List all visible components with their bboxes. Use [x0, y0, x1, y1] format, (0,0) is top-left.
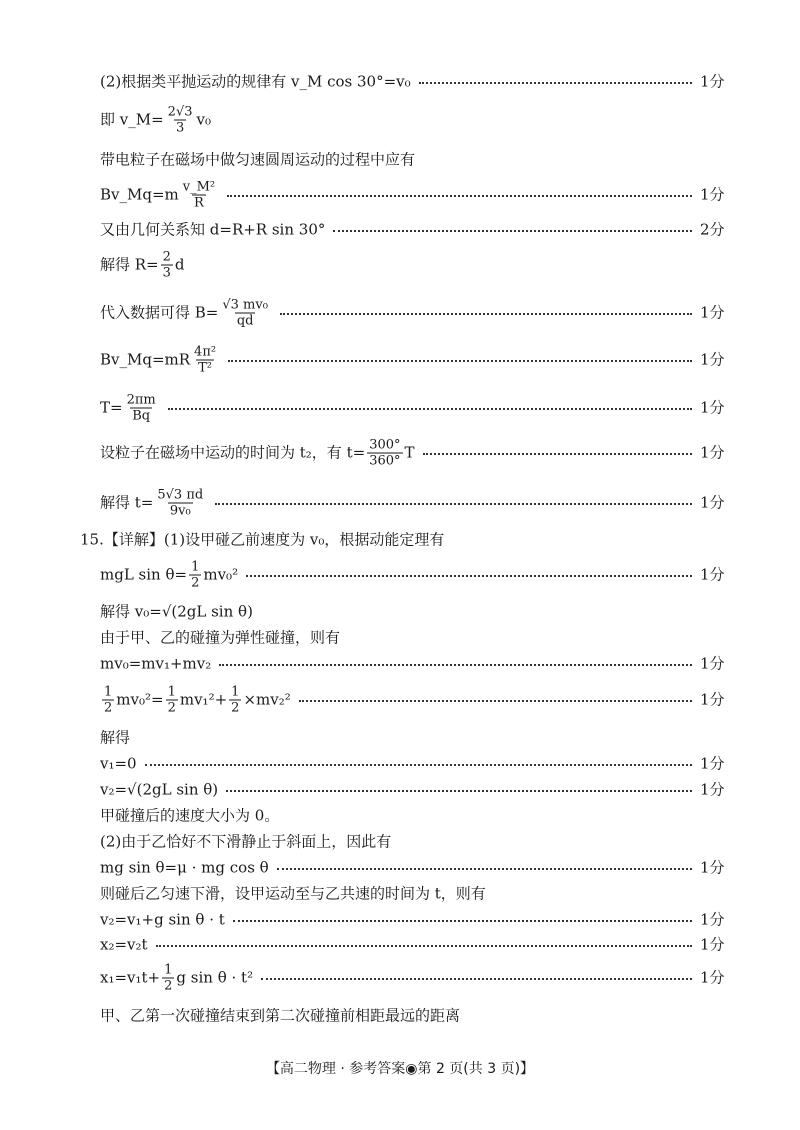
score-label: 1分: [700, 690, 725, 709]
line-text: mg sin θ=μ · mg cos θ: [100, 858, 269, 877]
score-label: 1分: [700, 398, 725, 417]
fraction-numerator: 300°: [369, 437, 401, 453]
fraction-numerator: 1: [164, 962, 173, 978]
score-label: 1分: [700, 303, 725, 322]
formula-text: Bv_Mq=m: [100, 185, 179, 204]
leader-dots: [156, 945, 692, 947]
line-text: v₂=v₁+g sin θ · t: [100, 910, 225, 929]
leader-dots: [233, 920, 692, 922]
solution-line: [0, 210, 800, 250]
solution-line: [0, 644, 800, 684]
fraction-numerator: √3 mv₀: [222, 297, 268, 313]
solution-line: [0, 100, 800, 140]
leader-dots: [227, 195, 692, 197]
formula-text: g sin θ · t²: [176, 968, 254, 987]
page-footer: 【高二物理 · 参考答案◉第 2 页(共 3 页)】: [265, 1061, 535, 1077]
score-label: 1分: [700, 185, 725, 204]
fraction-numerator: v_M²: [182, 179, 216, 195]
formula-text: 设粒子在磁场中运动的时间为 t₂，有 t=: [100, 443, 366, 462]
fraction: [189, 561, 201, 590]
line-text: 由于甲、乙的碰撞为弹性碰撞，则有: [100, 628, 341, 647]
formula-text: 解得 t=: [100, 493, 154, 512]
fraction: [155, 489, 205, 518]
line-content: [100, 394, 160, 423]
line-content: [100, 181, 219, 210]
score-label: 1分: [700, 968, 725, 987]
leader-dots: [280, 313, 692, 315]
line-text: 解得: [100, 728, 131, 747]
solution-line: [0, 175, 800, 215]
fraction: [181, 181, 217, 210]
leader-dots: [215, 503, 692, 505]
leader-dots: [228, 360, 692, 362]
solution-line: [0, 555, 800, 595]
formula-text: mv₁²+: [179, 690, 228, 709]
fraction-numerator: 1: [191, 559, 200, 575]
fraction-denominator: 2: [231, 700, 240, 716]
score-label: 2分: [700, 220, 725, 239]
solution-line: [0, 433, 800, 473]
solution-line: [0, 140, 800, 180]
score-label: 1分: [700, 654, 725, 673]
fraction-denominator: 2: [167, 700, 176, 716]
line-content: [100, 964, 253, 993]
fraction-numerator: 2πm: [126, 392, 156, 408]
fraction-denominator: 2: [191, 575, 200, 591]
score-label: 1分: [700, 443, 725, 462]
line-content: [100, 299, 272, 328]
solution-line: [0, 245, 800, 285]
solution-line: [0, 483, 800, 523]
formula-text: mv₀²=: [116, 690, 164, 709]
fraction-denominator: 9v₀: [169, 503, 191, 519]
formula-text: T=: [100, 398, 123, 417]
line-content: [100, 251, 185, 280]
fraction-numerator: 1: [104, 684, 113, 700]
leader-dots: [219, 664, 692, 666]
fraction: [229, 686, 241, 715]
solution-line: [0, 340, 800, 380]
fraction-denominator: 2: [164, 978, 173, 994]
fraction-numerator: 1: [167, 684, 176, 700]
formula-text: 即 v_M=: [100, 110, 164, 129]
fraction: [161, 251, 173, 280]
fraction: [367, 439, 402, 468]
line-text: 带电粒子在磁场中做匀速圆周运动的过程中应有: [100, 150, 416, 169]
line-text: v₁=0: [100, 754, 137, 773]
line-content: [100, 439, 415, 468]
line-text: 甲、乙第一次碰撞结束到第二次碰撞前相距最远的距离: [100, 1006, 461, 1025]
line-content: [100, 220, 326, 239]
score-label: 1分: [700, 858, 725, 877]
score-label: 1分: [700, 565, 725, 584]
leader-dots: [277, 868, 692, 870]
line-text: (2)根据类平抛运动的规律有 v_M cos 30°=v₀: [100, 72, 411, 91]
solution-line: [0, 680, 800, 720]
fraction-denominator: 2: [104, 700, 113, 716]
fraction: [192, 346, 218, 375]
line-content: [100, 346, 220, 375]
score-label: 1分: [700, 780, 725, 799]
line-content: [100, 106, 211, 135]
score-label: 1分: [700, 493, 725, 512]
solution-line: [0, 958, 800, 998]
formula-text: v₀: [196, 110, 211, 129]
score-label: 1分: [700, 72, 725, 91]
formula-text: d: [174, 255, 185, 274]
fraction-denominator: 3: [162, 265, 171, 281]
fraction: [166, 106, 195, 135]
line-text: 则碰后乙匀速下滑，设甲运动至与乙共速的时间为 t，则有: [100, 884, 486, 903]
fraction-denominator: 3: [175, 120, 185, 136]
fraction-numerator: 2: [162, 249, 171, 265]
line-text: 甲碰撞后的速度大小为 0。: [100, 806, 280, 825]
line-content: [100, 935, 148, 954]
line-content: [100, 489, 207, 518]
line-text: (2)由于乙恰好不下滑静止于斜面上，因此有: [100, 832, 392, 851]
score-label: 1分: [700, 935, 725, 954]
leader-dots: [168, 408, 692, 410]
leader-dots: [246, 575, 692, 577]
leader-dots: [333, 230, 692, 232]
formula-text: ×mv₂²: [243, 690, 291, 709]
solution-line: [0, 293, 800, 333]
fraction: [220, 299, 270, 328]
formula-text: mgL sin θ=: [100, 565, 188, 584]
fraction: [166, 686, 178, 715]
solution-line: [0, 388, 800, 428]
line-text: v₂=√(2gL sin θ): [100, 780, 219, 799]
fraction-numerator: 2√3: [167, 104, 193, 120]
leader-dots: [145, 764, 692, 766]
fraction-numerator: 1: [231, 684, 240, 700]
formula-text: 代入数据可得 B=: [100, 303, 219, 322]
fraction-denominator: Bq: [132, 408, 151, 424]
fraction-denominator: qd: [236, 313, 254, 329]
formula-text: Bv_Mq=mR: [100, 350, 191, 369]
fraction: [125, 394, 158, 423]
score-label: 1分: [700, 350, 725, 369]
line-content: [100, 150, 416, 169]
fraction-numerator: 4π²: [194, 344, 217, 360]
line-text: 解得 v₀=√(2gL sin θ): [100, 602, 253, 621]
leader-dots: [261, 978, 692, 980]
fraction-denominator: T²: [198, 360, 212, 376]
solution-line: [0, 62, 800, 102]
fraction: [162, 964, 174, 993]
formula-text: 解得 R=: [100, 255, 159, 274]
line-content: [100, 686, 291, 715]
fraction-numerator: 5√3 πd: [157, 487, 204, 503]
line-text: 又由几何关系知 d=R+R sin 30°: [100, 220, 326, 239]
line-content: [100, 72, 411, 91]
solution-line: [0, 520, 800, 560]
leader-dots: [419, 82, 692, 84]
line-text: 15.【详解】(1)设甲碰乙前速度为 v₀，根据动能定理有: [80, 530, 445, 549]
line-text: mv₀=mv₁+mv₂: [100, 654, 212, 673]
line-content: [80, 530, 445, 549]
leader-dots: [226, 790, 692, 792]
formula-text: x₁=v₁t+: [100, 968, 161, 987]
line-content: [100, 1006, 461, 1025]
fraction-denominator: 360°: [369, 453, 401, 469]
fraction-denominator: R: [194, 195, 204, 211]
formula-text: mv₀²: [203, 565, 239, 584]
leader-dots: [299, 700, 692, 702]
line-content: [100, 561, 238, 590]
score-label: 1分: [700, 754, 725, 773]
formula-text: T: [404, 443, 415, 462]
fraction: [102, 686, 114, 715]
solution-line: [0, 996, 800, 1036]
line-text: x₂=v₂t: [100, 935, 148, 954]
score-label: 1分: [700, 910, 725, 929]
leader-dots: [423, 453, 692, 455]
line-content: [100, 654, 212, 673]
